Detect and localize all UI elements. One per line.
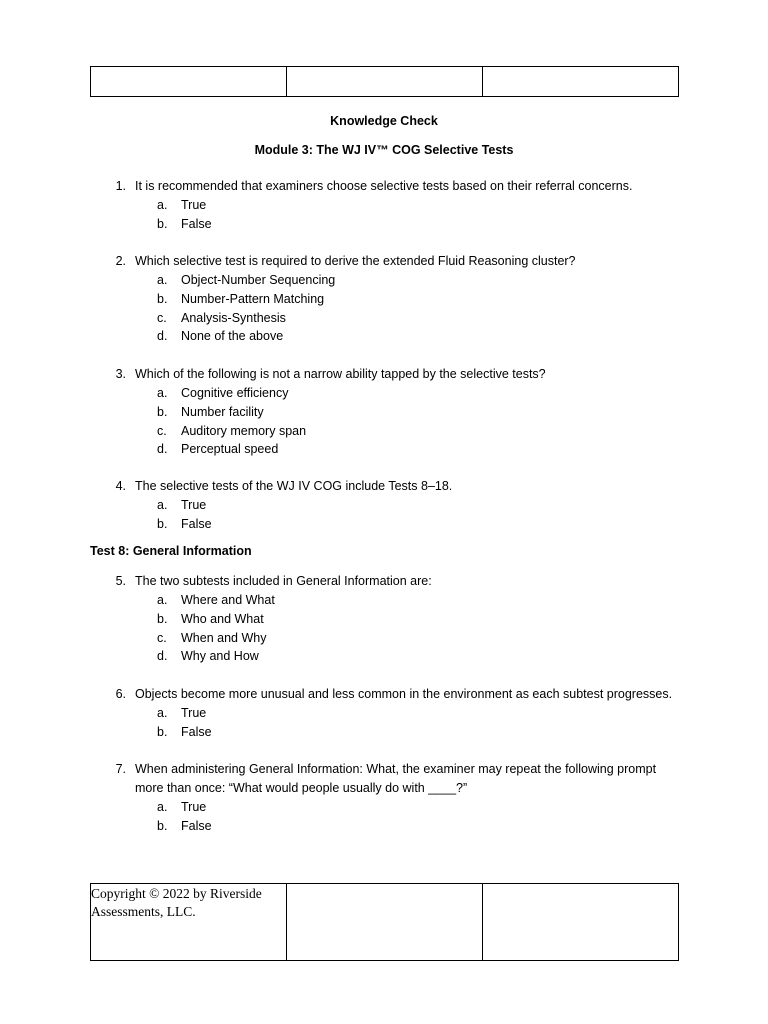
answer-option [108,271,688,290]
option-text: Auditory memory span [181,423,307,438]
option-text: False [181,818,212,833]
option-letter: a. [157,386,168,400]
question-text: Which selective test is required to derive the extended Fluid Reasoning cluster? [135,254,576,268]
question-2 [108,252,688,346]
answer-options [108,196,688,234]
question-number: 1. [115,179,126,193]
option-letter: a. [157,198,168,212]
option-text: Why and How [181,649,259,664]
question-text: Objects become more unusual and less common in the environment as each subtest progresses. [135,687,673,701]
option-letter: a. [157,498,168,512]
question-number: 7. [115,762,126,776]
question-3 [108,365,688,459]
option-letter: b. [157,611,168,626]
question-5 [108,572,688,666]
answer-option [108,327,688,346]
question-4 [108,477,688,534]
answer-option [108,496,688,515]
header-cell [91,67,287,97]
answer-option [108,704,688,723]
question-text: When administering General Information: What, the examiner may repeat the following prompt more than once: “What would people usually do with ____?” [135,762,657,795]
option-text: Who and What [181,611,264,626]
answer-option [108,798,688,817]
option-letter: d. [157,649,168,664]
answer-option [108,723,688,742]
question-1 [108,177,688,234]
question-text: It is recommended that examiners choose selective tests based on their referral concerns. [135,179,633,193]
option-letter: c. [157,423,167,438]
answer-option [108,215,688,234]
answer-options [108,271,688,346]
footer-table [90,883,679,961]
answer-option [108,440,688,459]
option-text: True [181,498,207,512]
option-letter: c. [157,310,167,325]
option-text: Analysis-Synthesis [181,310,286,325]
answer-options [108,704,688,742]
option-letter: a. [157,800,168,814]
header-table [90,66,679,97]
option-text: False [181,516,212,531]
answer-option [108,196,688,215]
option-letter: b. [157,404,168,419]
answer-option [108,384,688,403]
question-number: 5. [115,574,126,588]
header-cell [483,67,679,97]
option-letter: d. [157,442,168,457]
option-letter: b. [157,818,168,833]
option-letter: b. [157,724,168,739]
footer-cell-copyright [91,884,287,961]
page-subtitle: Module 3: The WJ IV™ COG Selective Tests [254,143,514,157]
option-text: True [181,706,207,720]
option-letter: a. [157,593,168,607]
section-heading: Test 8: General Information [90,544,252,558]
answer-options [108,591,688,666]
copyright-text: Copyright © 2022 by Riverside Assessments, LLC. [91,886,262,919]
answer-option [108,647,688,666]
answer-options [108,798,688,836]
option-text: False [181,724,212,739]
option-text: Cognitive efficiency [181,386,289,400]
page-title: Knowledge Check [330,114,438,128]
answer-option [108,403,688,422]
answer-options [108,496,688,534]
option-text: True [181,198,207,212]
option-text: Perceptual speed [181,442,279,457]
answer-options [108,384,688,459]
question-text: The selective tests of the WJ IV COG include Tests 8–18. [135,479,453,493]
footer-cell [287,884,483,961]
question-number: 4. [115,479,126,493]
option-letter: a. [157,273,168,287]
option-text: None of the above [181,329,284,344]
question-7 [108,760,688,836]
option-text: Object-Number Sequencing [181,273,336,287]
question-number: 3. [115,367,126,381]
footer-cell [483,884,679,961]
answer-option [108,591,688,610]
question-text: The two subtests included in General Information are: [135,574,432,588]
option-text: Number-Pattern Matching [181,291,325,306]
answer-option [108,629,688,648]
question-number: 6. [115,687,126,701]
option-letter: b. [157,216,168,231]
answer-option [108,290,688,309]
option-text: When and Why [181,630,267,645]
option-text: False [181,216,212,231]
option-letter: b. [157,516,168,531]
option-letter: a. [157,706,168,720]
option-letter: c. [157,630,167,645]
option-text: Number facility [181,404,264,419]
answer-option [108,817,688,836]
question-number: 2. [115,254,126,268]
question-6 [108,685,688,742]
answer-option [108,515,688,534]
answer-option [108,309,688,328]
option-text: Where and What [181,593,275,607]
header-cell [287,67,483,97]
option-letter: d. [157,329,168,344]
answer-option [108,422,688,441]
question-text: Which of the following is not a narrow ability tapped by the selective tests? [135,367,546,381]
answer-option [108,610,688,629]
option-text: True [181,800,207,814]
option-letter: b. [157,291,168,306]
